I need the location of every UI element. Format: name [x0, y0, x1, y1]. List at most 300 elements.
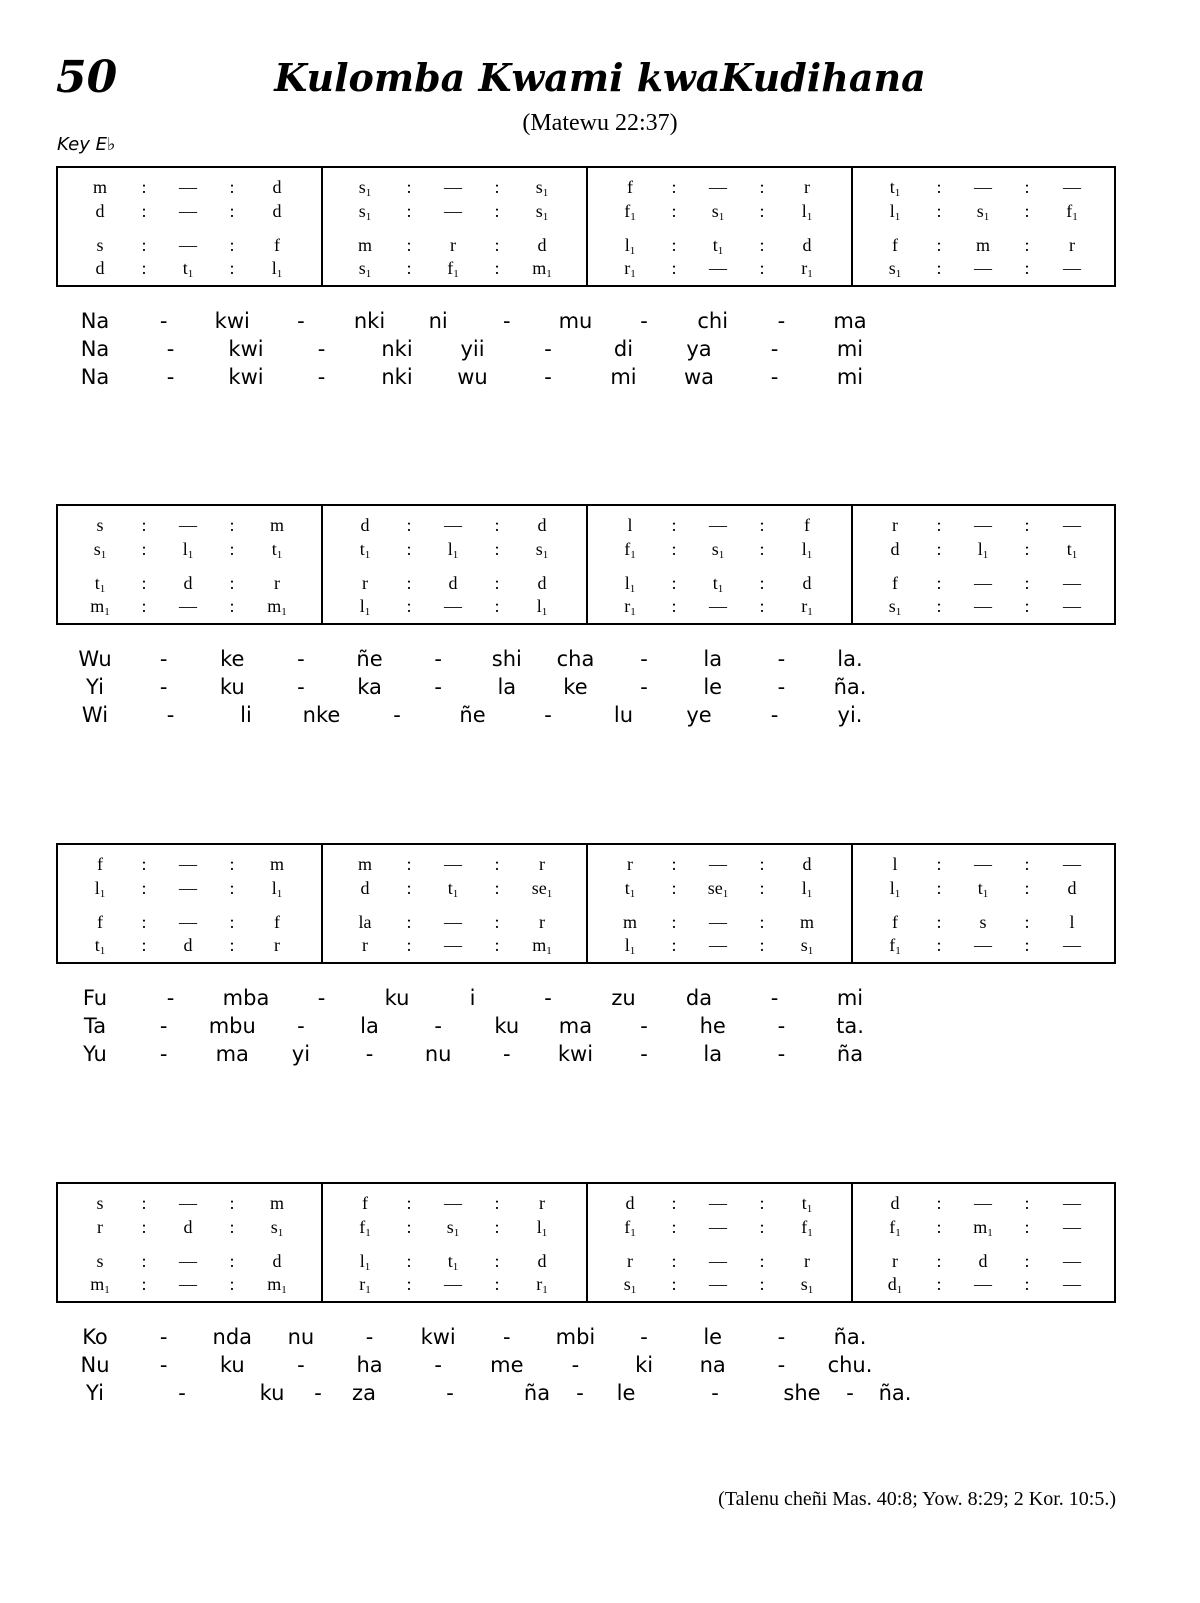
lyric-hyphen: -: [544, 986, 552, 1010]
solfa-note: r: [627, 854, 633, 874]
lyric-hyphen: -: [166, 337, 175, 361]
beat-separator: :: [759, 935, 765, 955]
lyric-hyphen: -: [159, 1042, 168, 1066]
solfa-note: $s_1$: [93, 539, 107, 561]
hold-dash: —: [444, 515, 462, 535]
lyric-hyphen: -: [178, 1381, 186, 1405]
lyric-syllable: ke: [563, 675, 588, 699]
solfa-note: $t_1$: [447, 1251, 459, 1273]
beat-separator: :: [141, 912, 147, 932]
hold-dash: —: [1063, 258, 1081, 278]
hold-dash: —: [974, 573, 992, 593]
solfa-note: $m_1$: [267, 1274, 287, 1296]
lyric-syllable: nu: [287, 1325, 315, 1349]
lyric-syllable: ki: [635, 1353, 654, 1377]
lyric-syllable: Yi: [86, 675, 104, 699]
solfa-note: r: [274, 935, 280, 955]
solfa-note: d: [183, 1217, 193, 1237]
hold-dash: —: [1063, 854, 1081, 874]
lyric-hyphen: -: [777, 1014, 786, 1038]
hold-dash: —: [1063, 1217, 1081, 1237]
lyric-syllable: le: [703, 1325, 723, 1349]
lyric-hyphen: -: [777, 647, 786, 671]
hold-dash: —: [179, 235, 197, 255]
beat-separator: :: [671, 235, 677, 255]
beat-separator: :: [406, 201, 412, 221]
hold-dash: —: [1063, 1251, 1081, 1271]
solfa-note: d: [95, 201, 105, 221]
lyric-syllable: ña.: [878, 1381, 912, 1405]
lyric-syllable: he: [699, 1014, 726, 1038]
solfa-note: f: [892, 912, 898, 932]
beat-separator: :: [1024, 539, 1030, 559]
hold-dash: —: [444, 201, 462, 221]
lyric-hyphen: -: [640, 1014, 648, 1038]
solfa-note: $l_1$: [536, 1217, 548, 1239]
solfa-note: d: [183, 573, 193, 593]
lyric-syllable: mi: [836, 986, 864, 1010]
lyric-syllable: Na: [80, 309, 110, 333]
hold-dash: —: [179, 878, 197, 898]
lyric-syllable: ye: [686, 703, 712, 727]
solfa-note: f: [97, 854, 103, 874]
solfa-note: s: [96, 515, 104, 535]
beat-separator: :: [141, 854, 147, 874]
solfa-note: $l_1$: [801, 539, 813, 561]
lyric-syllable: na: [699, 1353, 726, 1377]
beat-separator: :: [759, 1274, 765, 1294]
beat-separator: :: [494, 878, 500, 898]
beat-separator: :: [671, 878, 677, 898]
lyric-syllable: yii: [460, 337, 485, 361]
lyric-hyphen: -: [640, 675, 648, 699]
lyric-hyphen: -: [571, 1353, 580, 1377]
lyric-syllable: nki: [353, 309, 386, 333]
solfa-note: $s_1$: [888, 596, 902, 618]
solfa-note: f: [627, 177, 633, 197]
beat-separator: :: [229, 258, 235, 278]
hold-dash: —: [179, 854, 197, 874]
solfa-note: $s_1$: [800, 1274, 814, 1296]
solfa-note: $l_1$: [271, 878, 283, 900]
solfa-note: r: [97, 1217, 103, 1237]
solfa-note: $f_1$: [889, 1217, 901, 1239]
hold-dash: —: [444, 854, 462, 874]
solfa-note: s: [96, 1251, 104, 1271]
beat-separator: :: [141, 1193, 147, 1213]
lyric-syllable: ke: [220, 647, 245, 671]
lyric-hyphen: -: [393, 703, 401, 727]
beat-separator: :: [671, 935, 677, 955]
beat-separator: :: [406, 1217, 412, 1237]
beat-separator: :: [229, 1217, 235, 1237]
beat-separator: :: [936, 1217, 942, 1237]
lyric-syllable: Ta: [83, 1014, 107, 1038]
hold-dash: —: [179, 515, 197, 535]
solfa-note: $f_1$: [624, 539, 636, 561]
beat-separator: :: [1024, 235, 1030, 255]
solfa-note: d: [272, 1251, 282, 1271]
solfa-note: f: [804, 515, 810, 535]
solfa-note: $s_1$: [535, 201, 549, 223]
solfa-note: $m_1$: [90, 1274, 110, 1296]
beat-separator: :: [141, 1217, 147, 1237]
beat-separator: :: [671, 854, 677, 874]
beat-separator: :: [936, 573, 942, 593]
lyric-syllable: ka: [357, 675, 382, 699]
solfa-note: f: [892, 235, 898, 255]
beat-separator: :: [229, 878, 235, 898]
beat-separator: :: [229, 515, 235, 535]
beat-separator: :: [671, 573, 677, 593]
beat-separator: :: [671, 177, 677, 197]
solfa-note: $l_1$: [359, 1251, 371, 1273]
solfa-note: $f_1$: [359, 1217, 371, 1239]
lyric-syllable: Wi: [81, 703, 109, 727]
solfa-note: $f_1$: [624, 201, 636, 223]
beat-separator: :: [406, 177, 412, 197]
solfa-note: $s_1$: [976, 201, 990, 223]
beat-separator: :: [671, 1193, 677, 1213]
lyric-syllable: Na: [80, 365, 110, 389]
beat-separator: :: [759, 258, 765, 278]
hold-dash: —: [1063, 177, 1081, 197]
lyric-syllable: ma: [215, 1042, 249, 1066]
lyric-syllable: ñe: [356, 647, 383, 671]
lyric-hyphen: -: [544, 703, 552, 727]
cross-references: (Talenu cheñi Mas. 40:8; Yow. 8:29; 2 Kor. 10:5.): [718, 1488, 1116, 1510]
solfa-note: $r_1$: [359, 1274, 371, 1296]
solfa-note: $t_1$: [712, 573, 724, 595]
beat-separator: :: [759, 878, 765, 898]
lyric-hyphen: -: [711, 1381, 719, 1405]
beat-separator: :: [494, 854, 500, 874]
beat-separator: :: [406, 539, 412, 559]
lyric-syllable: Yi: [86, 1381, 104, 1405]
solfa-note: d: [537, 1251, 547, 1271]
solfa-note: m: [357, 854, 373, 874]
beat-separator: :: [141, 201, 147, 221]
solfa-note: $l_1$: [801, 878, 813, 900]
beat-separator: :: [494, 539, 500, 559]
solfa-note: s: [96, 1193, 104, 1213]
hold-dash: —: [709, 258, 727, 278]
hold-dash: —: [1063, 1193, 1081, 1213]
lyric-syllable: mi: [836, 365, 864, 389]
solfa-note: $s_1$: [358, 201, 372, 223]
beat-separator: :: [141, 935, 147, 955]
lyric-syllable: ña.: [833, 675, 867, 699]
solfa-note: d: [890, 1193, 900, 1213]
lyric-hyphen: -: [317, 365, 326, 389]
solfa-note: r: [450, 235, 456, 255]
hold-dash: —: [444, 1193, 462, 1213]
solfa-note: $l_1$: [801, 201, 813, 223]
lyric-syllable: Ko: [82, 1325, 108, 1349]
lyric-syllable: ha: [356, 1353, 383, 1377]
system-3: [56, 843, 1116, 964]
lyric-syllable: wu: [457, 365, 488, 389]
lyric-hyphen: -: [297, 1353, 305, 1377]
lyric-hyphen: -: [166, 986, 175, 1010]
lyric-hyphen: -: [434, 675, 442, 699]
lyric-syllable: nki: [381, 365, 413, 389]
solfa-note: $r_1$: [801, 258, 813, 280]
solfa-note: f: [892, 573, 898, 593]
lyric-hyphen: -: [777, 1353, 786, 1377]
lyric-syllable: ña: [523, 1381, 551, 1405]
lyric-hyphen: -: [640, 1325, 648, 1349]
beat-separator: :: [759, 573, 765, 593]
lyric-syllable: ña.: [833, 1325, 867, 1349]
beat-separator: :: [494, 258, 500, 278]
solfa-note: l: [1069, 912, 1075, 932]
beat-separator: :: [406, 235, 412, 255]
solfa-note: $t_1$: [801, 1193, 813, 1215]
lyric-syllable: Fu: [82, 986, 108, 1010]
lyric-hyphen: -: [770, 986, 779, 1010]
lyric-syllable: wa: [683, 365, 715, 389]
lyric-hyphen: -: [544, 365, 552, 389]
solfa-note: $l_1$: [889, 878, 901, 900]
lyric-hyphen: -: [640, 1042, 648, 1066]
lyric-syllable: ya: [686, 337, 712, 361]
hold-dash: —: [444, 912, 462, 932]
hold-dash: —: [974, 515, 992, 535]
solfa-note: $t_1$: [624, 878, 636, 900]
lyric-syllable: mi: [610, 365, 637, 389]
lyric-syllable: me: [490, 1353, 524, 1377]
lyric-hyphen: -: [297, 1014, 305, 1038]
lyric-syllable: nki: [381, 337, 413, 361]
solfa-note: d: [272, 177, 282, 197]
lyric-syllable: she: [783, 1381, 821, 1405]
hold-dash: —: [179, 1251, 197, 1271]
lyric-hyphen: -: [434, 647, 442, 671]
solfa-note: $f_1$: [801, 1217, 813, 1239]
beat-separator: :: [141, 177, 147, 197]
beat-separator: :: [229, 1251, 235, 1271]
lyric-syllable: mi: [836, 337, 864, 361]
solfa-note: r: [539, 854, 545, 874]
beat-separator: :: [229, 854, 235, 874]
solfa-note: $r_1$: [536, 1274, 548, 1296]
beat-separator: :: [759, 1251, 765, 1271]
solfa-note: s: [979, 912, 987, 932]
lyric-syllable: kwi: [228, 337, 264, 361]
beat-separator: :: [406, 596, 412, 616]
solfa-note: f: [97, 912, 103, 932]
beat-separator: :: [229, 235, 235, 255]
solfa-note: $l_1$: [94, 878, 106, 900]
solfa-note: $t_1$: [271, 539, 283, 561]
lyric-hyphen: -: [297, 675, 305, 699]
solfa-note: $m_1$: [532, 258, 552, 280]
beat-separator: :: [759, 515, 765, 535]
beat-separator: :: [406, 935, 412, 955]
beat-separator: :: [494, 1274, 500, 1294]
beat-separator: :: [141, 596, 147, 616]
beat-separator: :: [936, 1193, 942, 1213]
beat-separator: :: [671, 1217, 677, 1237]
beat-separator: :: [141, 573, 147, 593]
beat-separator: :: [406, 258, 412, 278]
beat-separator: :: [406, 912, 412, 932]
beat-separator: :: [229, 177, 235, 197]
beat-separator: :: [1024, 1274, 1030, 1294]
beat-separator: :: [1024, 573, 1030, 593]
lyric-syllable: la: [497, 675, 517, 699]
lyric-hyphen: -: [159, 1014, 168, 1038]
solfa-note: $se_1$: [707, 878, 729, 900]
lyric-hyphen: -: [846, 1381, 854, 1405]
hold-dash: —: [444, 177, 462, 197]
solfa-note: l: [892, 854, 898, 874]
solfa-note: $l_1$: [182, 539, 194, 561]
lyric-hyphen: -: [159, 309, 168, 333]
lyric-syllable: di: [613, 337, 634, 361]
beat-separator: :: [671, 1274, 677, 1294]
lyric-syllable: mu: [558, 309, 593, 333]
lyric-syllable: ku: [384, 986, 410, 1010]
beat-separator: :: [494, 177, 500, 197]
solfa-note: $t_1$: [94, 573, 106, 595]
solfa-note: r: [274, 573, 280, 593]
solfa-note: $d_1$: [887, 1274, 903, 1296]
lyric-hyphen: -: [503, 1325, 511, 1349]
beat-separator: :: [671, 539, 677, 559]
beat-separator: :: [1024, 912, 1030, 932]
beat-separator: :: [406, 854, 412, 874]
beat-separator: :: [229, 935, 235, 955]
solfa-note: $l_1$: [447, 539, 459, 561]
beat-separator: :: [936, 258, 942, 278]
solfa-note: d: [1067, 878, 1077, 898]
beat-separator: :: [759, 1193, 765, 1213]
beat-separator: :: [494, 935, 500, 955]
beat-separator: :: [671, 1251, 677, 1271]
beat-separator: :: [1024, 515, 1030, 535]
solfa-note: d: [802, 573, 812, 593]
lyric-syllable: ni: [428, 309, 448, 333]
beat-separator: :: [671, 515, 677, 535]
solfa-note: $se_1$: [531, 878, 553, 900]
solfa-note: $t_1$: [1066, 539, 1078, 561]
beat-separator: :: [671, 258, 677, 278]
lyric-hyphen: -: [770, 365, 779, 389]
lyric-hyphen: -: [317, 986, 326, 1010]
lyric-syllable: Yu: [83, 1042, 107, 1066]
beat-separator: :: [406, 1251, 412, 1271]
beat-separator: :: [759, 177, 765, 197]
lyric-syllable: za: [352, 1381, 376, 1405]
beat-separator: :: [494, 235, 500, 255]
beat-separator: :: [936, 235, 942, 255]
beat-separator: :: [1024, 935, 1030, 955]
hold-dash: —: [709, 854, 727, 874]
beat-separator: :: [671, 912, 677, 932]
lyric-syllable: ku: [259, 1381, 285, 1405]
lyric-hyphen: -: [770, 337, 779, 361]
solfa-note: m: [269, 1193, 285, 1213]
solfa-note: r: [362, 573, 368, 593]
hold-dash: —: [974, 177, 992, 197]
lyric-syllable: la: [703, 647, 723, 671]
lyric-hyphen: -: [770, 703, 779, 727]
solfa-note: $t_1$: [359, 539, 371, 561]
lyric-syllable: yi: [291, 1042, 311, 1066]
lyric-hyphen: -: [640, 309, 648, 333]
hold-dash: —: [179, 912, 197, 932]
lyric-hyphen: -: [159, 647, 168, 671]
beat-separator: :: [671, 596, 677, 616]
beat-separator: :: [1024, 854, 1030, 874]
solfa-note: $s_1$: [446, 1217, 460, 1239]
solfa-note: $f_1$: [447, 258, 459, 280]
hold-dash: —: [974, 1193, 992, 1213]
lyric-hyphen: -: [166, 365, 175, 389]
hymn-number: 50: [56, 52, 118, 103]
lyric-syllable: mba: [222, 986, 270, 1010]
bar-line: [321, 1184, 323, 1301]
lyric-hyphen: -: [503, 1042, 511, 1066]
bar-line: [586, 506, 588, 623]
solfa-note: $m_1$: [90, 596, 110, 618]
hymn-title: Kulomba Kwami kwaKudihana: [274, 55, 926, 100]
beat-separator: :: [759, 1217, 765, 1237]
beat-separator: :: [936, 935, 942, 955]
solfa-note: $l_1$: [359, 596, 371, 618]
hold-dash: —: [444, 1274, 462, 1294]
beat-separator: :: [229, 201, 235, 221]
lyric-hyphen: -: [159, 1325, 168, 1349]
beat-separator: :: [671, 201, 677, 221]
solfa-note: m: [357, 235, 373, 255]
lyric-hyphen: -: [297, 647, 305, 671]
solfa-note: $f_1$: [889, 935, 901, 957]
lyric-hyphen: -: [640, 647, 648, 671]
solfa-note: $s_1$: [623, 1274, 637, 1296]
solfa-note: r: [892, 1251, 898, 1271]
hold-dash: —: [709, 177, 727, 197]
beat-separator: :: [494, 201, 500, 221]
lyric-syllable: la: [703, 1042, 723, 1066]
hold-dash: —: [974, 1274, 992, 1294]
beat-separator: :: [1024, 258, 1030, 278]
hold-dash: —: [709, 912, 727, 932]
solfa-note: $t_1$: [447, 878, 459, 900]
beat-separator: :: [229, 596, 235, 616]
lyric-hyphen: -: [544, 337, 552, 361]
scripture-reference: (Matewu 22:37): [522, 110, 678, 136]
hold-dash: —: [1063, 935, 1081, 955]
solfa-note: $f_1$: [1066, 201, 1078, 223]
lyric-hyphen: -: [576, 1381, 584, 1405]
solfa-note: d: [95, 258, 105, 278]
beat-separator: :: [494, 912, 500, 932]
beat-separator: :: [1024, 201, 1030, 221]
beat-separator: :: [494, 596, 500, 616]
lyric-syllable: Wu: [78, 647, 112, 671]
beat-separator: :: [1024, 1193, 1030, 1213]
hold-dash: —: [974, 596, 992, 616]
hold-dash: —: [444, 596, 462, 616]
lyric-syllable: shi: [491, 647, 522, 671]
solfa-note: $l_1$: [271, 258, 283, 280]
solfa-note: d: [537, 235, 547, 255]
lyric-syllable: la: [360, 1014, 379, 1038]
solfa-note: $m_1$: [973, 1217, 993, 1239]
